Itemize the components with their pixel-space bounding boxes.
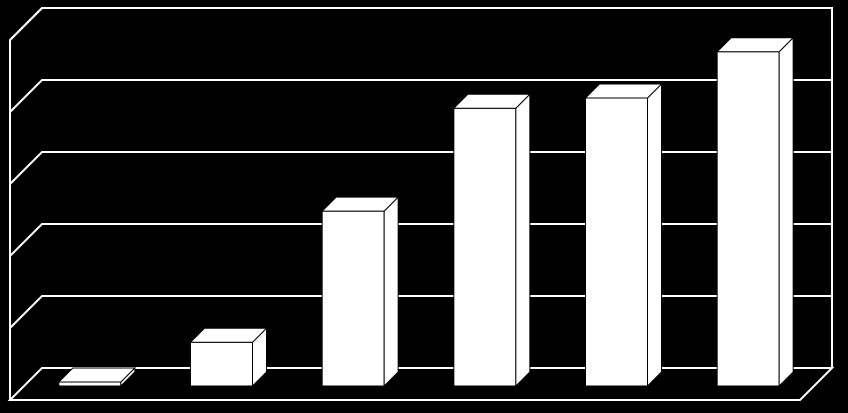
bar-top: [586, 84, 662, 98]
bar: [59, 382, 121, 386]
bar-top: [59, 368, 135, 382]
gridline: [10, 152, 832, 184]
gridline: [10, 296, 832, 328]
bar: [586, 98, 648, 386]
bar-side: [648, 84, 662, 386]
bar-top: [191, 328, 267, 342]
bar-top: [454, 94, 530, 108]
bar-top: [322, 197, 398, 211]
gridline: [10, 80, 832, 112]
bar: [717, 52, 779, 386]
bar-side: [516, 94, 530, 386]
bar: [191, 342, 253, 386]
chart-wall-outline: [10, 8, 832, 400]
gridline: [10, 224, 832, 256]
bar-top: [717, 38, 793, 52]
bar-side: [384, 197, 398, 386]
bar: [454, 108, 516, 386]
bar-side: [779, 38, 793, 386]
gridline: [10, 8, 832, 40]
bar: [322, 211, 384, 386]
